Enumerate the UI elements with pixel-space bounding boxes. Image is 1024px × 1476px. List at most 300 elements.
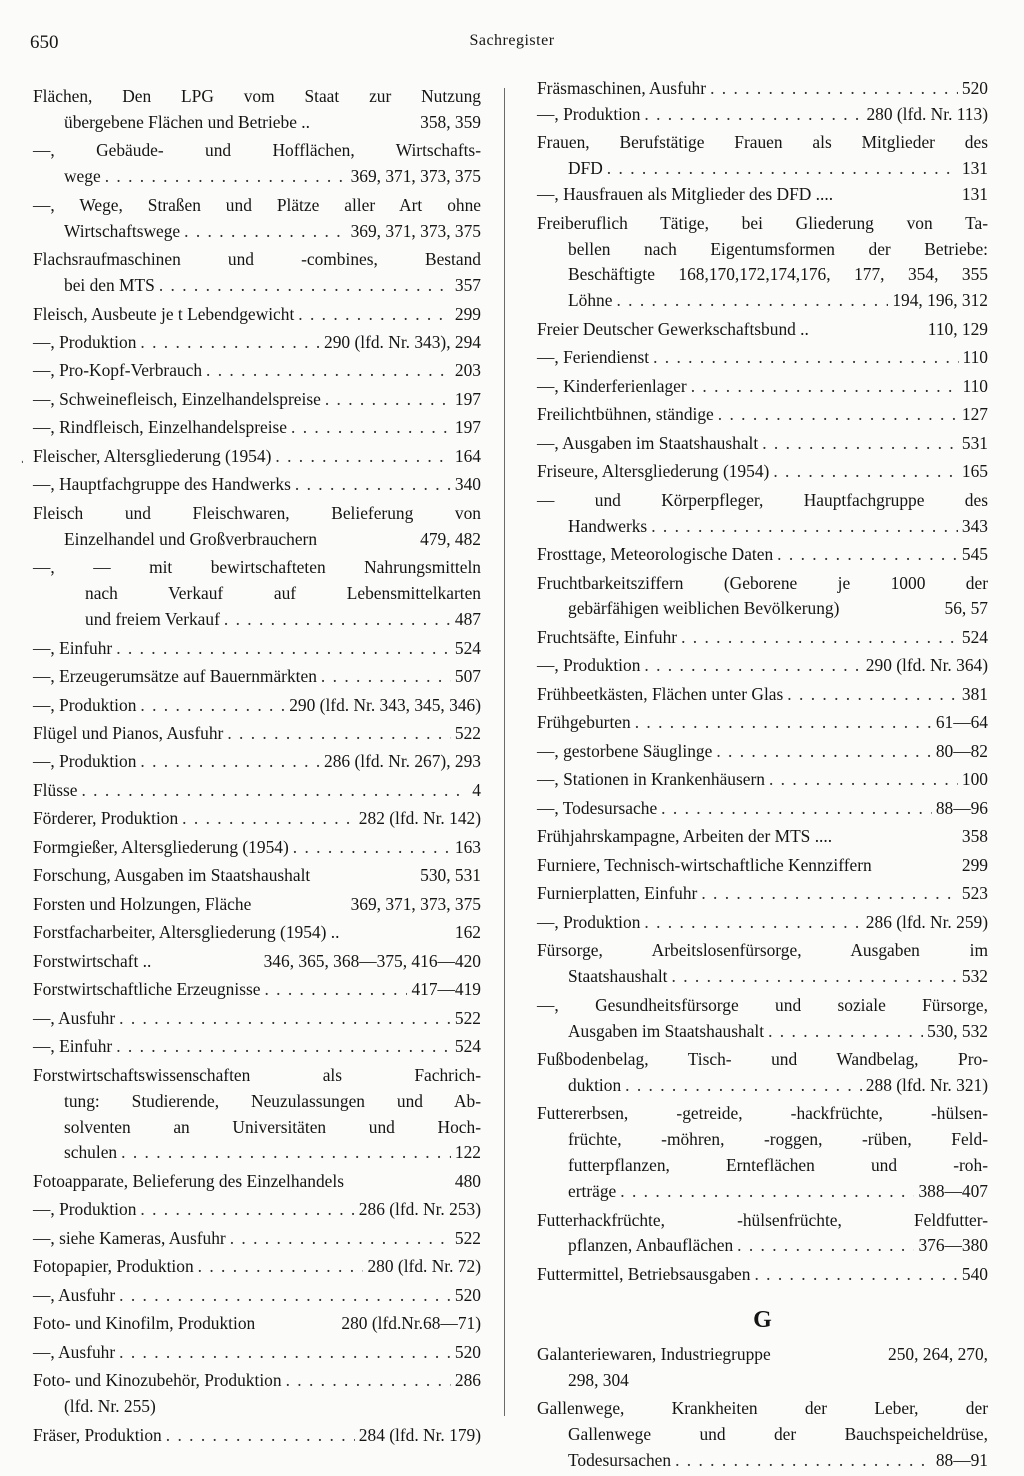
index-line [537, 571, 988, 597]
entry-text: —, Produktion [537, 655, 641, 676]
page-reference: 358 [961, 826, 988, 847]
dot-leader [737, 1233, 914, 1259]
entry-text: —, Gesundheitsfürsorge und soziale Fürsorge, [537, 994, 988, 1015]
index-line [33, 721, 481, 747]
dot-leader [653, 345, 958, 371]
entry-text: Flügel und Pianos, Ausfuhr [33, 722, 224, 743]
index-entry [33, 636, 481, 662]
index-line [537, 1047, 988, 1073]
page-reference: 164 [454, 445, 481, 466]
index-entry [537, 853, 988, 879]
entry-text: —, siehe Kameras, Ausfuhr [33, 1227, 226, 1248]
dot-leader [625, 1073, 862, 1099]
entry-text: wege [64, 166, 101, 187]
index-entry [33, 472, 481, 498]
index-entry [33, 1063, 481, 1167]
index-entry [33, 358, 481, 384]
index-line [33, 636, 481, 662]
entry-text: —, Ausfuhr [33, 1007, 116, 1028]
index-line [33, 1006, 481, 1032]
index-entry [33, 1283, 481, 1309]
index-entry [33, 387, 481, 413]
index-line [537, 1153, 988, 1179]
index-entry [537, 625, 988, 651]
page-reference: 346, 365, 368—375, 416—420 [263, 950, 481, 971]
page-reference: 520 [961, 78, 988, 98]
page-reference: 530, 531 [420, 865, 481, 886]
entry-text: —, Einfuhr [33, 637, 113, 658]
index-entry [537, 910, 988, 936]
index-line [537, 431, 988, 457]
dot-leader [116, 636, 451, 662]
dot-leader [198, 1254, 364, 1280]
page-reference: 480 [454, 1170, 481, 1191]
dot-leader [119, 1006, 451, 1032]
dot-leader [159, 273, 451, 299]
index-line [33, 358, 481, 384]
page-reference: 131 [961, 158, 988, 179]
page-reference: 532 [961, 966, 988, 987]
index-line [33, 581, 481, 607]
entry-text: schulen [64, 1142, 118, 1163]
index-entry [33, 892, 481, 918]
entry-text: gebärfähigen weiblichen Bevölkerung) [568, 598, 840, 619]
entry-text: Fußbodenbelag, Tisch- und Wandbelag, Pro- [537, 1049, 988, 1070]
dot-leader [286, 1368, 451, 1394]
dot-leader [616, 288, 888, 314]
index-line [33, 664, 481, 690]
index-line [537, 345, 988, 371]
index-line [537, 488, 988, 514]
index-entry [537, 345, 988, 371]
index-line [537, 1342, 988, 1368]
entry-text: —, Hausfrauen als Mitglieder des DFD .... [537, 184, 834, 205]
entry-text: Gallenwege, Krankheiten der Leber, der [537, 1398, 988, 1419]
page-reference: 80—82 [935, 740, 988, 761]
index-line [537, 910, 988, 936]
index-line [33, 1197, 481, 1223]
page-reference: 122 [454, 1142, 481, 1163]
entry-text: Fruchtsäfte, Einfuhr [537, 626, 678, 647]
index-line [537, 625, 988, 651]
entry-text: —, Produktion [33, 331, 137, 352]
index-line [33, 1368, 481, 1394]
index-line [33, 1140, 481, 1166]
entry-text: Handwerks [568, 515, 648, 536]
page-reference: 343 [961, 515, 988, 536]
entry-text: Todesursachen [568, 1449, 672, 1470]
dot-leader [620, 1179, 914, 1205]
index-entry [537, 459, 988, 485]
dot-leader [762, 431, 958, 457]
dot-leader [116, 1034, 451, 1060]
entry-text: —, Einfuhr [33, 1036, 113, 1057]
page-reference: 286 (lfd. Nr. 259) [865, 911, 988, 932]
entry-text: —, Ausfuhr [33, 1284, 116, 1305]
entry-text: Flachsraufmaschinen und -combines, Bestand [33, 249, 481, 270]
entry-text: DFD [568, 158, 603, 179]
dot-leader [651, 514, 958, 540]
page-reference: 290 (lfd. Nr. 343), 294 [324, 331, 481, 352]
page-reference: 282 (lfd. Nr. 142) [358, 808, 481, 829]
index-line [537, 710, 988, 736]
index-entry [537, 488, 988, 540]
dot-leader [105, 164, 347, 190]
entry-text: —, gestorbene Säuglinge [537, 740, 713, 761]
index-line [33, 84, 481, 110]
index-line [33, 555, 481, 581]
page-reference: 162 [454, 922, 481, 943]
index-line [33, 863, 481, 889]
index-entry [33, 193, 481, 245]
dot-leader [140, 330, 320, 356]
letter-heading: G [753, 1306, 772, 1333]
index-line [537, 514, 988, 540]
page-reference: 523 [961, 883, 988, 904]
index-entry [33, 1254, 481, 1280]
dot-leader [224, 607, 451, 633]
index-line [33, 835, 481, 861]
page-reference: 163 [454, 836, 481, 857]
entry-text: Förderer, Produktion [33, 808, 179, 829]
index-line [537, 1127, 988, 1153]
index-line [33, 749, 481, 775]
index-line [537, 853, 988, 879]
dot-leader [710, 76, 958, 102]
page-reference: 110 [962, 375, 988, 396]
index-line [537, 459, 988, 485]
index-entry [537, 571, 988, 623]
entry-text: Beschäftigte 168,170,172,174,176, 177, 354, 355 [568, 264, 988, 285]
entry-text: —, Erzeugerumsätze auf Bauernmärkten [33, 666, 317, 687]
index-line [537, 1368, 988, 1394]
index-line [537, 1233, 988, 1259]
column-divider [504, 88, 505, 1416]
page-reference: 369, 371, 373, 375 [350, 893, 481, 914]
dot-leader [140, 693, 285, 719]
entry-text: Fleischer, Altersgliederung (1954) [33, 445, 272, 466]
entry-text: bellen nach Eigentumsformen der Betriebe: [568, 238, 988, 259]
page-reference: 357 [454, 275, 481, 296]
dot-leader [182, 806, 355, 832]
page-number: 650 [30, 32, 59, 53]
index-line [537, 653, 988, 679]
index-line [537, 237, 988, 263]
index-entry [33, 555, 481, 633]
index-line [33, 607, 481, 633]
page-reference: 250, 264, 270, [888, 1343, 988, 1364]
index-line [537, 739, 988, 765]
dot-leader [119, 1340, 451, 1366]
dot-leader [635, 710, 932, 736]
entry-text: —, Hauptfachgruppe des Handwerks [33, 474, 291, 495]
dot-leader [691, 374, 959, 400]
page-reference: 507 [454, 666, 481, 687]
entry-text: Fleisch und Fleischwaren, Belieferung von [33, 502, 481, 523]
dot-leader [119, 1283, 451, 1309]
dot-leader [607, 156, 958, 182]
entry-text: Freiberuflich Tätige, bei Gliederung von Ta- [537, 212, 988, 233]
index-line [537, 211, 988, 237]
index-line [33, 1340, 481, 1366]
page-reference: 522 [454, 722, 481, 743]
page-reference: 284 (lfd. Nr. 179) [358, 1424, 481, 1445]
page-reference: 110 [962, 347, 988, 368]
entry-text: —, Feriendienst [537, 347, 650, 368]
index-line [33, 387, 481, 413]
index-line [33, 273, 481, 299]
entry-text: Forsten und Holzungen, Fläche [33, 893, 252, 914]
dot-leader [672, 964, 958, 990]
dot-leader [230, 1226, 451, 1252]
dot-leader [773, 459, 958, 485]
entry-text: Einzelhandel und Großverbrauchern [64, 528, 318, 549]
dot-leader [768, 1019, 923, 1045]
index-entry [33, 501, 481, 553]
page-reference: 61—64 [935, 712, 988, 733]
index-line [33, 1423, 481, 1449]
dot-leader [716, 739, 932, 765]
index-line [33, 1089, 481, 1115]
dot-leader [754, 1262, 957, 1288]
index-line [33, 778, 481, 804]
index-line [33, 1311, 481, 1337]
page-reference: 286 [454, 1370, 481, 1391]
page-reference: 290 (lfd. Nr. 364) [865, 655, 988, 676]
entry-text: Futtermittel, Betriebsausgaben [537, 1263, 751, 1284]
index-line [33, 302, 481, 328]
entry-text: Freilichtbühnen, ständige [537, 404, 714, 425]
index-line [537, 682, 988, 708]
page-reference: 288 (lfd. Nr. 321) [865, 1074, 988, 1095]
page-reference: 299 [961, 854, 988, 875]
entry-text: —, Stationen in Krankenhäusern [537, 769, 765, 790]
index-entry [33, 1340, 481, 1366]
index-line [33, 1254, 481, 1280]
page-reference: 545 [961, 544, 988, 565]
entry-text: Fotoapparate, Belieferung des Einzelhandels [33, 1170, 344, 1191]
dot-leader [644, 102, 862, 128]
index-line [537, 596, 988, 622]
dot-leader [701, 881, 958, 907]
index-entry [33, 1169, 481, 1195]
entry-text: —, Produktion [537, 911, 641, 932]
page-reference: 376—380 [918, 1235, 988, 1256]
index-line [537, 964, 988, 990]
dot-leader [675, 1448, 932, 1474]
index-line [537, 881, 988, 907]
index-entry [537, 767, 988, 793]
entry-text: Furniere, Technisch-wirtschaftliche Kennziffern [537, 854, 872, 875]
entry-text: —, Pro-Kopf-Verbrauch [33, 360, 203, 381]
page-reference: 299 [454, 303, 481, 324]
entry-text: Forschung, Ausgaben im Staatshaushalt [33, 865, 311, 886]
dot-leader [140, 749, 320, 775]
index-line [537, 1019, 988, 1045]
index-line [33, 501, 481, 527]
dot-leader [184, 219, 346, 245]
entry-text: Wirtschaftswege [64, 220, 181, 241]
index-entry [33, 1311, 481, 1337]
entry-text: —, — mit bewirtschafteten Nahrungsmitteln [33, 557, 481, 578]
index-line [537, 317, 988, 343]
index-line [537, 1262, 988, 1288]
entry-text: Fotopapier, Produktion [33, 1256, 194, 1277]
index-entry [537, 374, 988, 400]
dot-leader [321, 664, 451, 690]
entry-text: Forstfacharbeiter, Altersgliederung (1954) .. [33, 922, 340, 943]
page-reference: 388—407 [918, 1181, 988, 1202]
entry-text: nach Verkauf auf Lebensmittelkarten [85, 583, 481, 604]
entry-text: futterpflanzen, Ernteflächen und -roh- [568, 1155, 988, 1176]
entry-text: erträge [568, 1181, 617, 1202]
entry-text: Flüsse [33, 779, 78, 800]
index-entry [33, 247, 481, 299]
index-line [537, 796, 988, 822]
entry-text: Foto- und Kinozubehör, Produktion [33, 1370, 282, 1391]
index-line [33, 219, 481, 245]
entry-text: Fräser, Produktion [33, 1424, 162, 1445]
index-entry [537, 881, 988, 907]
entry-text: Forstwirtschaft .. [33, 950, 152, 971]
entry-text: — und Körperpfleger, Hauptfachgruppe des [537, 489, 988, 510]
index-entry [537, 402, 988, 428]
page-reference: 290 (lfd. Nr. 343, 345, 346) [289, 694, 481, 715]
index-line [33, 1283, 481, 1309]
page-reference: 286 (lfd. Nr. 267), 293 [324, 751, 481, 772]
index-entry [33, 949, 481, 975]
entry-text: Furnierplatten, Einfuhr [537, 883, 698, 904]
index-line [33, 1169, 481, 1195]
index-entry [33, 977, 481, 1003]
page-reference: 369, 371, 373, 375 [350, 166, 481, 187]
index-line [537, 542, 988, 568]
page-reference: 197 [454, 417, 481, 438]
dot-leader [293, 835, 451, 861]
index-entry [33, 693, 481, 719]
dot-leader [769, 767, 958, 793]
dot-leader [140, 1197, 354, 1223]
dot-leader [718, 402, 958, 428]
entry-text: —, Gebäude- und Hofflächen, Wirtschafts- [33, 140, 481, 161]
dot-leader [206, 358, 451, 384]
index-entry [537, 653, 988, 679]
page-reference: 110, 129 [927, 318, 988, 339]
page-reference: 286 (lfd. Nr. 253) [358, 1199, 481, 1220]
page-reference: 479, 482 [420, 528, 481, 549]
index-line [537, 1396, 988, 1422]
index-entry [33, 1368, 481, 1420]
entry-text: —, Kinderferienlager [537, 375, 687, 396]
dot-leader [121, 1140, 451, 1166]
index-line [33, 1115, 481, 1141]
index-line [33, 1226, 481, 1252]
index-line [33, 1394, 481, 1420]
page-reference: 530, 532 [927, 1020, 988, 1041]
page-reference: 531 [961, 432, 988, 453]
index-line [33, 444, 481, 470]
index-line [537, 1448, 988, 1474]
index-entry [33, 1197, 481, 1223]
entry-text: 298, 304 [568, 1369, 629, 1390]
index-entry [33, 138, 481, 190]
index-column-right [537, 76, 988, 1476]
page-reference: 4 [472, 779, 481, 800]
dot-leader [291, 415, 451, 441]
entry-text: —, Rindfleisch, Einzelhandelspreise [33, 417, 288, 438]
index-entry [537, 76, 988, 128]
dot-leader [681, 625, 958, 651]
entry-text: Frühbeetkästen, Flächen unter Glas [537, 683, 784, 704]
page-reference: 88—91 [935, 1449, 988, 1470]
index-entry [537, 1101, 988, 1205]
index-line [33, 949, 481, 975]
dot-leader [644, 653, 861, 679]
index-entry [537, 1396, 988, 1474]
index-entry [33, 302, 481, 328]
page-reference: 56, 57 [944, 598, 988, 619]
index-entry [537, 739, 988, 765]
index-line [33, 247, 481, 273]
index-line [537, 824, 988, 850]
entry-text: Frühjahrskampagne, Arbeiten der MTS .... [537, 826, 833, 847]
index-entry [33, 415, 481, 441]
index-entry [33, 84, 481, 136]
dot-leader [166, 1423, 355, 1449]
entry-text: Futtererbsen, -getreide, -hackfrüchte, -hülsen- [537, 1103, 988, 1124]
index-line [537, 76, 988, 102]
index-entry [537, 682, 988, 708]
entry-text: solventen an Universitäten und Hoch- [64, 1116, 481, 1137]
index-entry [33, 444, 481, 470]
page-reference: 522 [454, 1007, 481, 1028]
entry-text: Fürsorge, Arbeitslosenfürsorge, Ausgaben im [537, 940, 988, 961]
index-line [33, 920, 481, 946]
index-entry [33, 778, 481, 804]
index-entry [537, 824, 988, 850]
index-line [537, 102, 988, 128]
entry-text: —, Todesursache [537, 797, 658, 818]
index-line [33, 164, 481, 190]
entry-text: —, Produktion [33, 751, 137, 772]
dot-leader [264, 977, 407, 1003]
index-entry [537, 1047, 988, 1099]
index-line [33, 472, 481, 498]
dot-leader [777, 542, 958, 568]
index-entry [33, 1423, 481, 1449]
index-line [33, 693, 481, 719]
index-line [537, 993, 988, 1019]
entry-text: pflanzen, Anbauflächen [568, 1235, 734, 1256]
index-entry [33, 1226, 481, 1252]
entry-text: Futterhackfrüchte, -hülsenfrüchte, Feldfutter- [537, 1209, 988, 1230]
page-reference: 197 [454, 388, 481, 409]
entry-text: Foto- und Kinofilm, Produktion [33, 1313, 256, 1334]
index-line [537, 130, 988, 156]
page-reference: 369, 371, 373, 375 [350, 220, 481, 241]
entry-text: Frauen, Berufstätige Frauen als Mitglieder des [537, 132, 988, 153]
index-line [33, 1034, 481, 1060]
entry-text: Gallenwege und der Bauchspeicheldrüse, [568, 1424, 988, 1445]
index-entry [537, 1208, 988, 1260]
entry-text: tung: Studierende, Neuzulassungen und Ab- [64, 1090, 481, 1111]
entry-text: (lfd. Nr. 255) [64, 1396, 156, 1417]
entry-text: —, Ausgaben im Staatshaushalt [537, 432, 759, 453]
index-line [33, 330, 481, 356]
page-reference: 127 [961, 404, 988, 425]
index-line [537, 402, 988, 428]
entry-text: Löhne [568, 290, 613, 311]
